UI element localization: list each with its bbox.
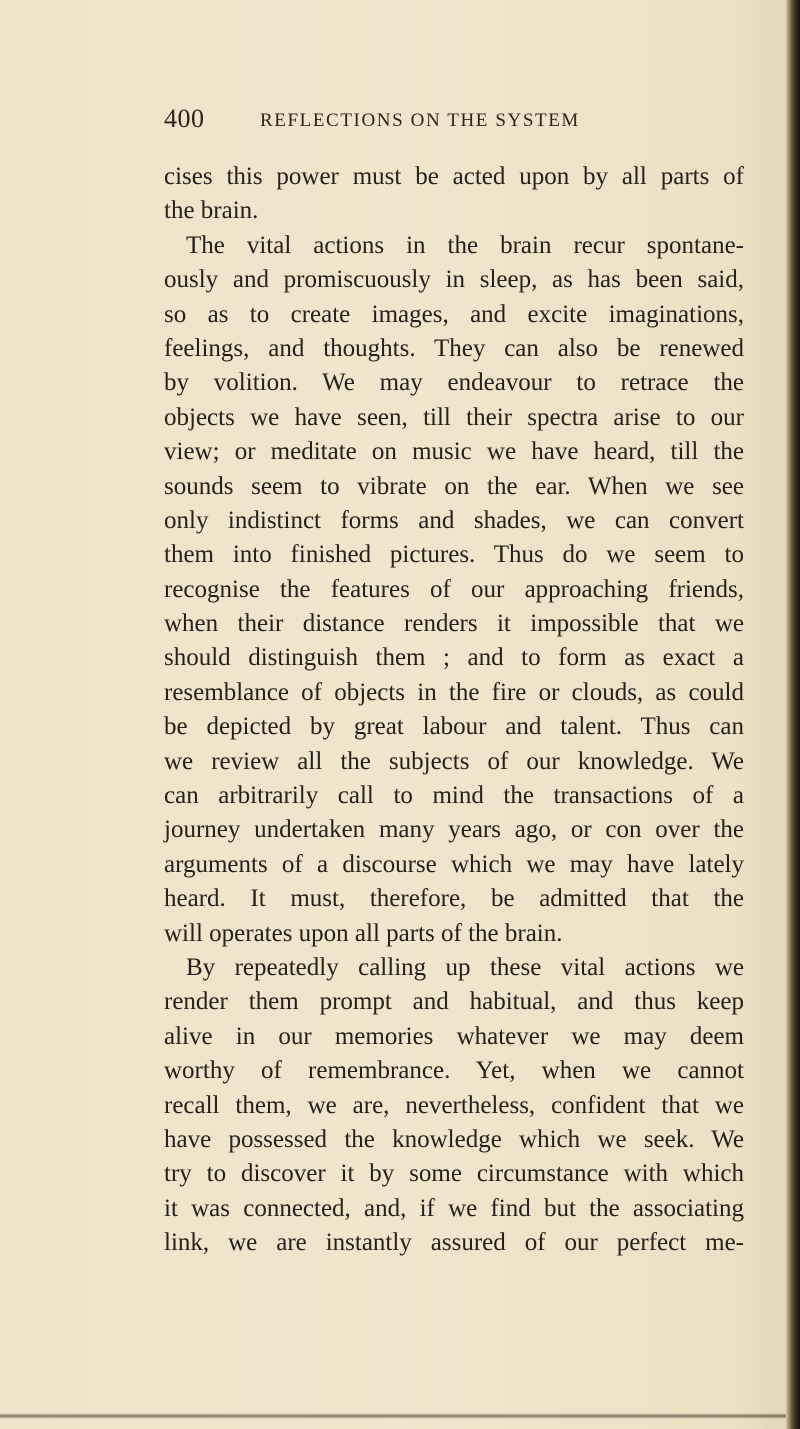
running-title: REFLECTIONS ON THE SYSTEM	[260, 110, 580, 131]
text-line: link, we are instantly assured of our perfect me-	[164, 1229, 744, 1257]
text-line: try to discover it by some circumstance with which	[164, 1160, 744, 1188]
text-line: recall them, we are, nevertheless, confident that we	[164, 1091, 744, 1119]
text-line: be depicted by great labour and talent. Thus can	[164, 713, 744, 741]
text-line: by volition. We may endeavour to retrace the	[164, 369, 744, 397]
text-line: alive in our memories whatever we may deem	[164, 1022, 744, 1050]
text-line: render them prompt and habitual, and thus keep	[164, 988, 744, 1016]
text-line: journey undertaken many years ago, or con over the	[164, 816, 744, 844]
text-line: worthy of remembrance. Yet, when we cannot	[164, 1057, 744, 1085]
text-line: only indistinct forms and shades, we can convert	[164, 506, 744, 534]
text-line: recognise the features of our approaching friends,	[164, 575, 744, 603]
book-spine-edge	[786, 0, 800, 1429]
text-line: them into finished pictures. Thus do we seem to	[164, 541, 744, 569]
text-line: can arbitrarily call to mind the transactions of a	[164, 782, 744, 810]
body-text	[164, 160, 744, 1261]
page-number: 400	[164, 104, 205, 133]
text-line: The vital actions in the brain recur spontane-	[186, 231, 744, 259]
text-line: it was connected, and, if we find but the associating	[164, 1194, 744, 1222]
text-line: cises this power must be acted upon by all parts of	[164, 163, 744, 190]
text-line: arguments of a discourse which we may have lately	[164, 850, 744, 878]
text-line: when their distance renders it impossible that we	[164, 610, 744, 638]
text-line: ously and promiscuously in sleep, as has been said,	[164, 266, 744, 294]
text-line: resemblance of objects in the fire or clouds, as could	[164, 678, 744, 706]
text-line: should distinguish them ; and to form as exact a	[164, 644, 744, 672]
text-line: heard. It must, therefore, be admitted that the	[164, 885, 744, 913]
text-line: we review all the subjects of our knowledge. We	[164, 747, 744, 775]
page-bottom-shadow	[0, 1413, 800, 1419]
text-line: the brain.	[164, 197, 259, 225]
text-line: so as to create images, and excite imaginations,	[164, 300, 744, 328]
text-line: sounds seem to vibrate on the ear. When we see	[164, 472, 744, 500]
text-line: By repeatedly calling up these vital actions we	[186, 953, 744, 981]
text-line: will operates upon all parts of the brain.	[164, 919, 563, 947]
text-line: view; or meditate on music we have heard, till the	[164, 438, 744, 466]
text-line: have possessed the knowledge which we seek. We	[164, 1125, 744, 1153]
text-line: feelings, and thoughts. They can also be renewed	[164, 334, 744, 362]
text-line: objects we have seen, till their spectra arise to our	[164, 403, 744, 431]
page-header	[164, 104, 744, 140]
